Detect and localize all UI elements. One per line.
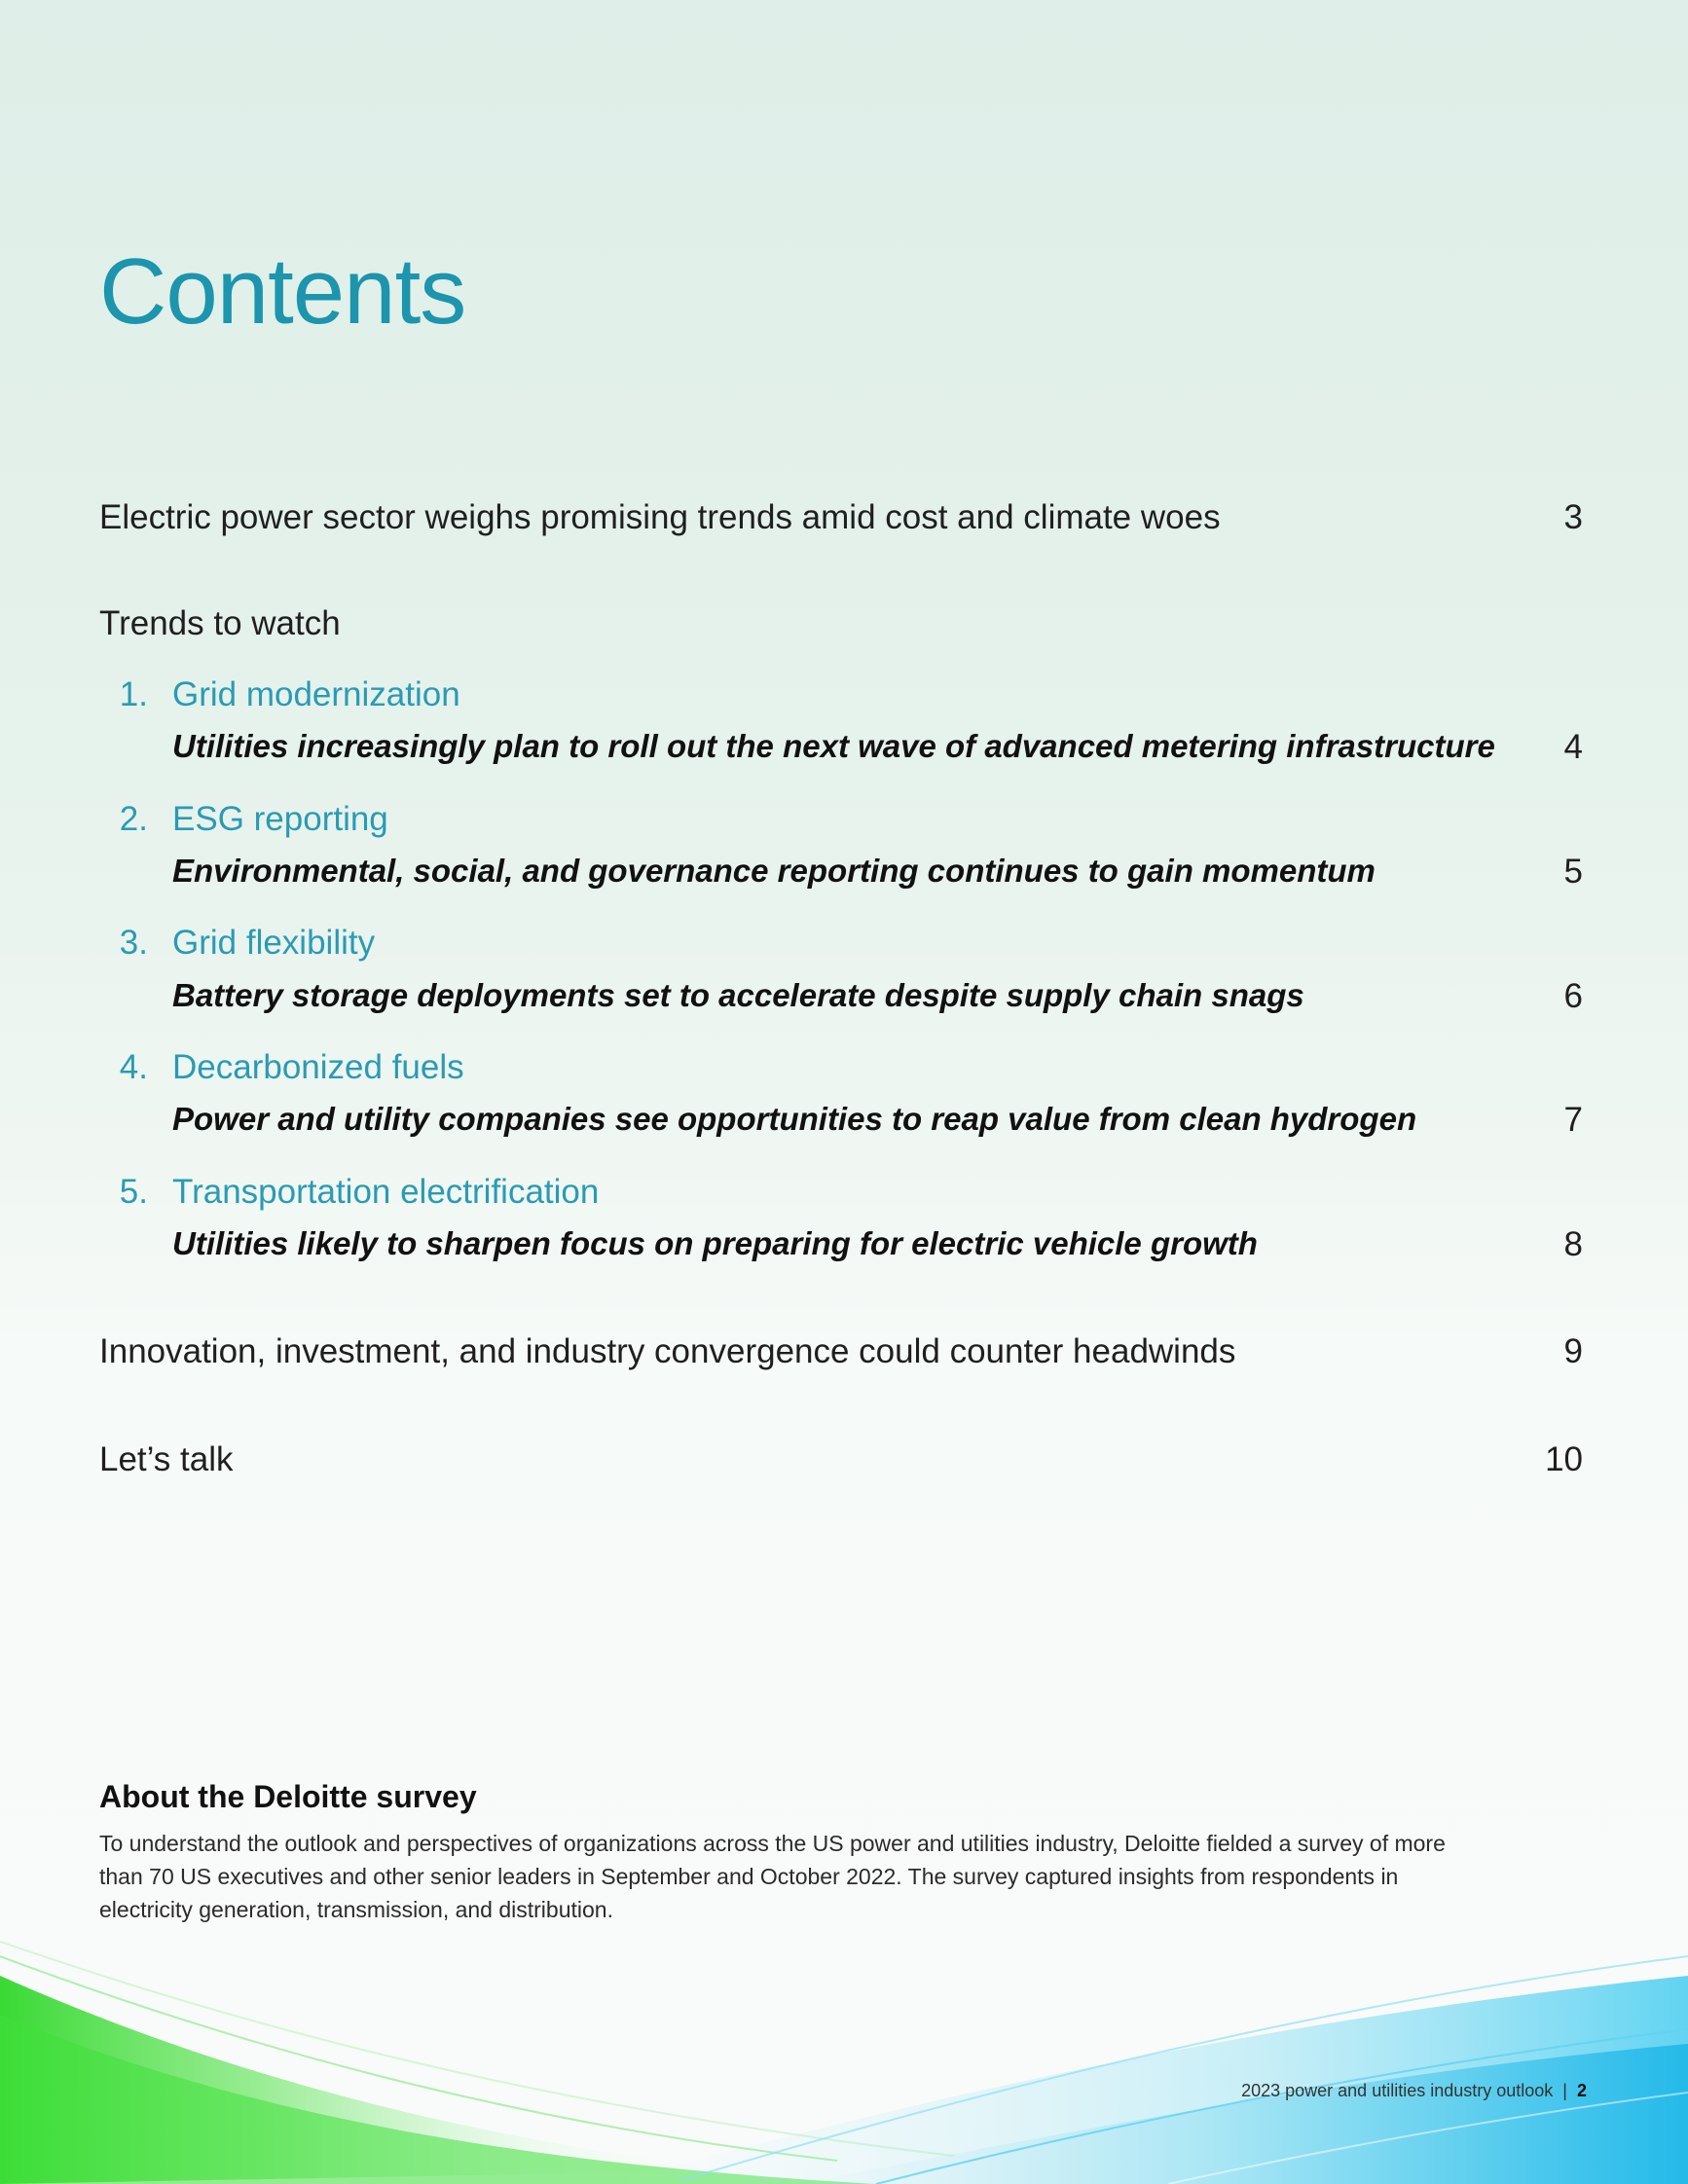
footer-publication: 2023 power and utilities industry outlook	[1241, 2081, 1554, 2100]
page-footer	[1241, 2081, 1587, 2101]
trend-title-label: Transportation electrification	[172, 1173, 600, 1211]
trend-subtitle-label: Environmental, social, and governance reporting continues to gain momentum	[172, 853, 1376, 889]
trend-subtitle-label: Utilities increasingly plan to roll out the next wave of advanced metering infrastructure	[172, 728, 1495, 764]
page-title: Contents	[99, 239, 466, 345]
toc-page-number: 5	[1563, 853, 1583, 891]
about-heading: About the Deloitte survey	[99, 1779, 477, 1814]
trend-subtitle-label: Power and utility companies see opportunities to reap value from clean hydrogen	[172, 1101, 1417, 1137]
trend-number: 5.	[119, 1173, 148, 1211]
toc-entry-label: Innovation, investment, and industry convergence could counter headwinds	[99, 1332, 1236, 1370]
toc-page-number: 10	[1545, 1440, 1583, 1478]
trend-title-label: ESG reporting	[172, 800, 388, 838]
trend-title-label: Grid modernization	[172, 675, 460, 713]
toc-page-number: 8	[1563, 1225, 1583, 1263]
trend-number: 1.	[119, 675, 148, 713]
trend-title-label: Decarbonized fuels	[172, 1048, 464, 1086]
trend-subtitle-label: Battery storage deployments set to accelerate despite supply chain snags	[172, 977, 1304, 1013]
toc-page-number: 3	[1563, 498, 1583, 536]
trend-subtitle-label: Utilities likely to sharpen focus on preparing for electric vehicle growth	[172, 1225, 1258, 1261]
toc-page-number: 4	[1563, 728, 1583, 766]
toc-page-number: 9	[1563, 1332, 1583, 1370]
toc-page-number: 7	[1563, 1101, 1583, 1139]
toc-entry-label: Electric power sector weighs promising trends amid cost and climate woes	[99, 498, 1221, 536]
about-survey-box	[99, 1779, 1501, 1926]
trend-number: 2.	[119, 800, 148, 838]
trend-number: 4.	[119, 1048, 148, 1086]
toc-page-number: 6	[1563, 977, 1583, 1015]
trends-heading: Trends to watch	[99, 604, 341, 642]
footer-page-number: 2	[1576, 2081, 1587, 2100]
footer-separator: |	[1562, 2081, 1567, 2100]
trend-title-label: Grid flexibility	[172, 924, 376, 962]
toc-entry-label: Let’s talk	[99, 1440, 234, 1478]
trend-number: 3.	[119, 924, 148, 962]
about-body: To understand the outlook and perspectives of organizations across the US power and utilities industry, Deloitte fielded a survey of more than 70 US executives and other senior leaders in September and October 2022. The survey captured insights from respondents in electricity generation, transmission, and distribution.	[99, 1831, 1446, 1922]
decorative-wave-graphic	[0, 1937, 1688, 2184]
